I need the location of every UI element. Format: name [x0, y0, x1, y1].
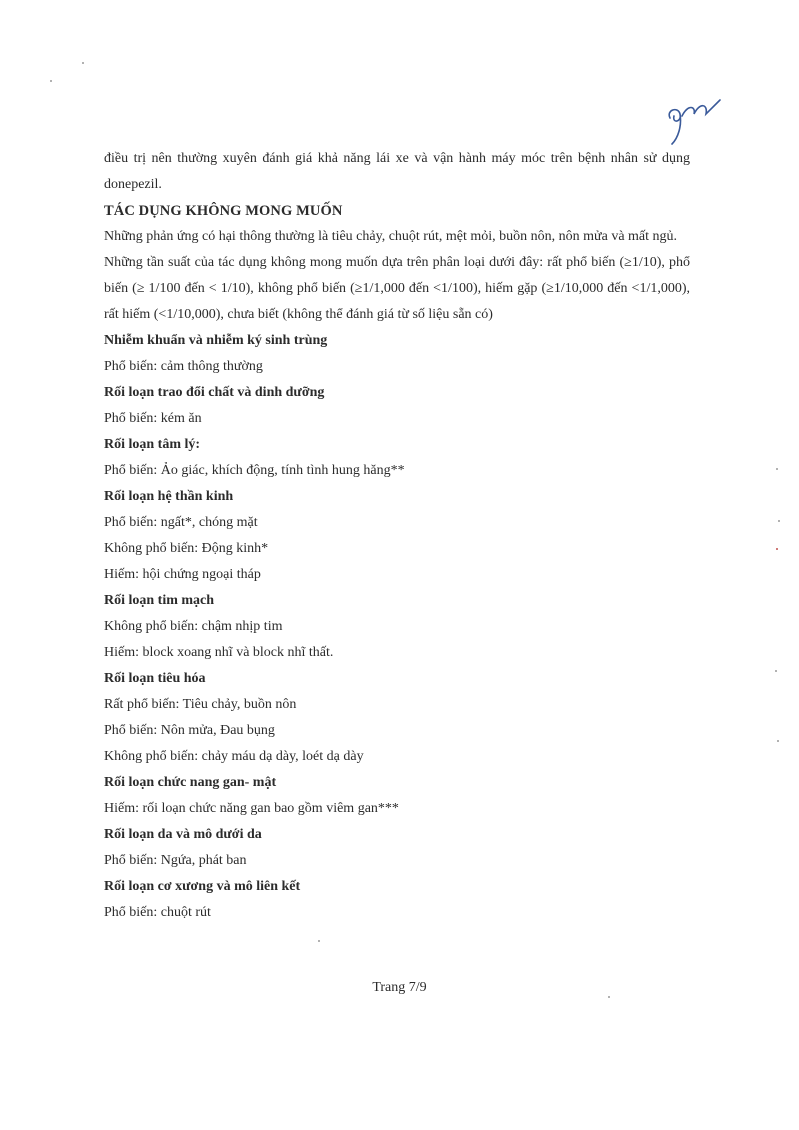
group-item: Không phổ biến: chậm nhịp tim [104, 619, 283, 634]
group-title: Rối loạn tim mạch [104, 593, 215, 608]
scan-speck [777, 740, 779, 742]
group-title: Nhiễm khuẩn và nhiễm ký sinh trùng [104, 333, 328, 348]
document-body [104, 146, 690, 926]
group-item: Hiếm: hội chứng ngoại tháp [104, 567, 261, 582]
group-item: Phổ biến: chuột rút [104, 905, 211, 920]
group-item: Hiếm: rối loạn chức năng gan bao gồm viêm gan*** [104, 801, 399, 816]
handwritten-signature [660, 96, 730, 146]
group-title: Rối loạn hệ thần kinh [104, 489, 234, 504]
intro-paragraph-1: Những phản ứng có hại thông thường là tiêu chảy, chuột rút, mệt mỏi, buồn nôn, nôn mửa và mất ngủ. [104, 229, 678, 244]
group-item: Rất phổ biến: Tiêu chảy, buồn nôn [104, 697, 297, 712]
group-title: Rối loạn tiêu hóa [104, 671, 206, 686]
page-number: Trang 7/9 [372, 980, 427, 995]
scan-speck [608, 996, 610, 998]
scan-speck [778, 520, 780, 522]
scan-speck [82, 62, 84, 64]
group-item: Không phổ biến: Động kinh* [104, 541, 269, 556]
continuation-paragraph: điều trị nên thường xuyên đánh giá khả năng lái xe và vận hành máy móc trên bệnh nhân sử dụng donepezil. [104, 151, 690, 192]
group-item: Phổ biến: Ảo giác, khích động, tính tình hung hăng** [104, 463, 405, 478]
scan-speck [776, 468, 778, 470]
scan-speck [776, 548, 778, 550]
section-title: TÁC DỤNG KHÔNG MONG MUỐN [104, 203, 343, 219]
scan-speck [318, 940, 320, 942]
group-item: Phổ biến: cảm thông thường [104, 359, 263, 374]
group-title: Rối loạn cơ xương và mô liên kết [104, 879, 301, 894]
intro-paragraph-2: Những tần suất của tác dụng không mong muốn dựa trên phân loại dưới đây: rất phổ biến (≥1/10), phổ biến (≥ 1/100 đến < 1/10), không phổ biến (≥1/1,000 đến <1/100), hiếm gặp (≥1/10,000 đến <1/1,000), rất hiếm (<1/10,000), chưa biết (không thể đánh giá từ số liệu sẵn có) [104, 255, 690, 322]
group-title: Rối loạn tâm lý: [104, 437, 201, 452]
group-item: Phổ biến: Ngứa, phát ban [104, 853, 247, 868]
group-title: Rối loạn trao đổi chất và dinh dưỡng [104, 385, 325, 400]
scan-speck [50, 80, 52, 82]
group-item: Không phổ biến: chảy máu dạ dày, loét dạ dày [104, 749, 364, 764]
group-title: Rối loạn chức nang gan- mật [104, 775, 277, 790]
group-item: Phổ biến: kém ăn [104, 411, 202, 426]
group-item: Phổ biến: ngất*, chóng mặt [104, 515, 258, 530]
group-item: Phổ biến: Nôn mửa, Đau bụng [104, 723, 275, 738]
group-item: Hiếm: block xoang nhĩ và block nhĩ thất. [104, 645, 334, 660]
scan-speck [775, 670, 777, 672]
group-title: Rối loạn da và mô dưới da [104, 827, 262, 842]
